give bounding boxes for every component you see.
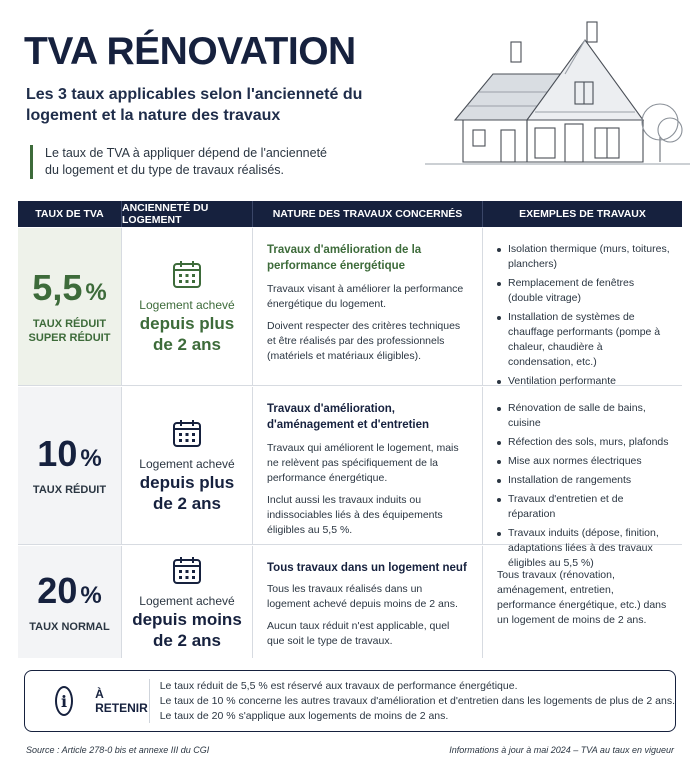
age-cell [122, 546, 253, 658]
example-item: Travaux d'entretien et de réparation [497, 492, 670, 522]
house-illustration [415, 12, 700, 180]
nature-text: Inclut aussi les travaux induits ou indissociables liés à des équipements éligibles au 5,5 %. [267, 494, 443, 536]
age-label: Logement achevé [139, 593, 235, 608]
retenir-line: Le taux réduit de 5,5 % est réservé aux travaux de performance énergétique. [159, 679, 518, 692]
nature-title: Tous travaux dans un logement neuf [267, 562, 467, 574]
update-note: Informations à jour à mai 2024 – TVA au taux en vigueur [449, 745, 674, 755]
nature-cell [253, 387, 483, 544]
info-icon: i [55, 686, 73, 716]
retenir-box [24, 670, 676, 732]
retenir-label: À RETENIR [95, 687, 148, 715]
nature-text: Travaux qui améliorent le logement, mais ne relèvent pas spécifiquement de la performance énergétique. [267, 442, 459, 484]
example-item: Ventilation performante [497, 374, 670, 389]
examples-cell [483, 546, 682, 658]
examples-cell [483, 387, 682, 569]
rate-cell [18, 387, 122, 544]
table-row-20 [18, 546, 682, 658]
intro-note [30, 145, 327, 179]
age-cell [122, 228, 253, 385]
nature-text: Travaux visant à améliorer la performance énergétique du logement. [267, 283, 464, 310]
header-age: ANCIENNETÉ DU LOGEMENT [122, 201, 253, 227]
calendar-icon [171, 417, 203, 449]
calendar-icon [171, 258, 203, 290]
nature-cell [253, 546, 483, 658]
divider [149, 679, 150, 723]
header-nature: NATURE DES TRAVAUX CONCERNÉS [253, 201, 483, 227]
age-value: de 2 ans [152, 335, 222, 354]
table-header [18, 201, 682, 227]
age-label: Logement achevé [139, 298, 235, 312]
intro-line: du logement et du type de travaux réalisés. [45, 163, 285, 177]
rate-label: TAUX RÉDUIT [32, 318, 107, 330]
age-label: Logement achevé [139, 457, 235, 471]
example-item: Installation de systèmes de chauffage performants (pompe à chaleur, chaudière à condensation, etc.) [497, 310, 670, 370]
intro-line: Le taux de TVA à appliquer dépend de l'ancienneté [45, 146, 328, 160]
age-value: depuis moins [132, 609, 242, 629]
table-row-5-5 [18, 228, 682, 386]
nature-cell [253, 228, 483, 385]
page-subtitle: Les 3 taux applicables selon l'ancienneté du logement et la nature des travaux [26, 86, 363, 124]
nature-title: Travaux d'amélioration de la performance énergétique [267, 244, 422, 272]
rate-value: 10 % [37, 433, 102, 474]
nature-text: Aucun taux réduit n'est applicable, quel que soit le type de travaux. [267, 620, 450, 647]
example-item: Remplacement de fenêtres (double vitrage) [497, 276, 670, 306]
age-value: de 2 ans [152, 630, 222, 650]
example-item: Isolation thermique (murs, toitures, planchers) [497, 242, 670, 272]
example-item: Installation de rangements [497, 473, 670, 488]
rate-value: 5,5 % [32, 267, 107, 308]
header-rate: TAUX DE TVA [18, 201, 122, 227]
calendar-icon [171, 554, 203, 586]
example-item: Travaux induits (dépose, finition, adaptations liées à des travaux éligibles au 5,5 %) [497, 526, 670, 571]
age-value: depuis plus [139, 473, 235, 492]
rate-label: TAUX NORMAL [29, 620, 110, 633]
retenir-text [160, 679, 675, 724]
examples-cell [483, 228, 682, 385]
header-examples: EXEMPLES DE TRAVAUX [519, 208, 646, 220]
rate-value: 20 % [37, 569, 102, 611]
age-value: de 2 ans [152, 494, 222, 513]
retenir-line: Le taux de 10 % concerne les autres travaux d'amélioration et d'entretien dans les logements de plus de 2 ans. [159, 694, 676, 707]
age-value: depuis plus [139, 314, 235, 333]
rate-cell [18, 546, 122, 658]
rate-label: TAUX RÉDUIT [32, 484, 107, 496]
rate-label: SUPER RÉDUIT [28, 332, 111, 344]
rate-cell [18, 228, 122, 385]
retenir-line: Le taux de 20 % s'applique aux logements de moins de 2 ans. [159, 709, 449, 722]
example-item: Rénovation de salle de bains, cuisine [497, 401, 670, 431]
page-title: TVA RÉNOVATION [24, 30, 356, 73]
nature-text: Doivent respecter des critères techniques et être réalisés par des professionnels (matériels et matériaux éligibles). [267, 320, 461, 362]
age-cell [122, 387, 253, 544]
source-note: Source : Article 278-0 bis et annexe III du CGI [26, 745, 210, 755]
example-item: Mise aux normes électriques [497, 454, 670, 469]
examples-text: Tous travaux (rénovation, aménagement, entretien, performance énergétique, etc.) dans un logement de moins de 2 ans. [497, 569, 667, 626]
example-item: Réfection des sols, murs, plafonds [497, 435, 670, 450]
nature-title: Travaux d'amélioration, d'aménagement et d'entretien [267, 403, 430, 431]
nature-text: Tous les travaux réalisés dans un logement achevé depuis moins de 2 ans. [267, 583, 458, 610]
